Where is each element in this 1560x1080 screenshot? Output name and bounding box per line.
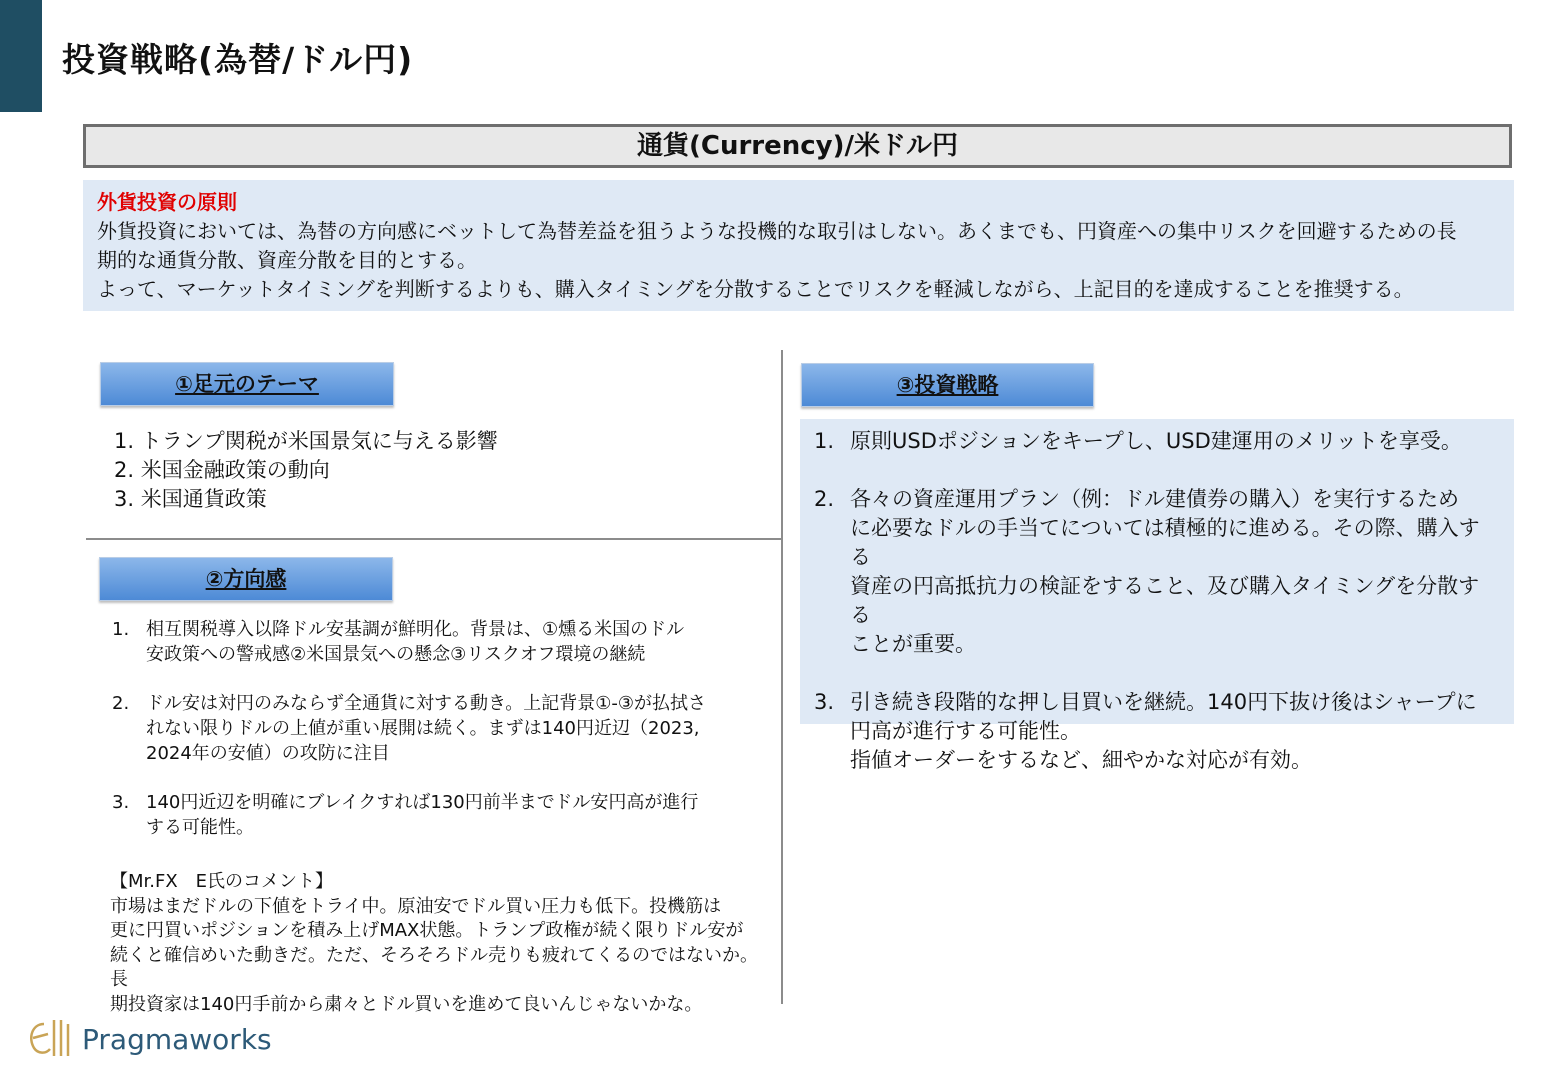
comment-line: 期投資家は140円手前から粛々とドル買いを進めて良いんじゃないかな。 <box>110 993 703 1015</box>
strategy-list <box>814 427 1500 775</box>
strategy-box <box>800 419 1514 772</box>
company-logo <box>24 1016 272 1062</box>
strategy-label: ③投資戦略 <box>801 363 1094 407</box>
list-item: 1. 原則USDポジションをキープし、USD建運用のメリットを享受。 <box>814 429 1462 453</box>
direction-label: ②方向感 <box>99 557 393 601</box>
principle-line: 期的な通貨分散、資産分散を目的とする。 <box>97 248 477 272</box>
pragmaworks-logo-icon <box>24 1016 72 1062</box>
comment-line: 更に円買いポジションを積み上げMAX状態。トランプ政権が続く限りドル安が <box>110 920 744 941</box>
themes-list <box>114 427 498 514</box>
comment-header: 【Mr.FX E氏のコメント】 <box>110 871 334 892</box>
list-item: 2. 米国金融政策の動向 <box>114 458 330 482</box>
list-item: 1. 相互関税導入以降ドル安基調が鮮明化。背景は、①燻る米国のドル 安政策への警戒感②米国景気への懸念③リスクオフ環境の継続 <box>112 619 685 665</box>
section-header: 通貨(Currency)/米ドル円 <box>83 124 1512 168</box>
expert-comment <box>110 870 760 1017</box>
logo-text: Pragmaworks <box>82 1022 272 1056</box>
list-item: 2. 各々の資産運用プラン（例：ドル建債券の購入）を実行するため に必要なドルの手当てについては積極的に進める。その際、購入する 資産の円高抵抗力の検証をすること、及び購入タイミングを分散する ことが重要。 <box>814 487 1480 656</box>
list-item: 3. 米国通貨政策 <box>114 487 267 511</box>
list-item: 3. 引き続き段階的な押し目買いを継続。140円下抜け後はシャープに 円高が進行する可能性。 指値オーダーをするなど、細やかな対応が有効。 <box>814 690 1477 772</box>
list-item: 3. 140円近辺を明確にブレイクすれば130円前半までドル安円高が進行 する可能性。 <box>112 792 699 838</box>
list-item: 1. トランプ関税が米国景気に与える影響 <box>114 429 498 453</box>
principle-title: 外貨投資の原則 <box>97 190 237 214</box>
column-divider <box>781 350 783 1004</box>
principle-line: よって、マーケットタイミングを判断するよりも、購入タイミングを分散することでリスクを軽減しながら、上記目的を達成することを推奨する。 <box>97 277 1414 301</box>
themes-label: ①足元のテーマ <box>100 362 394 406</box>
principle-line: 外貨投資においては、為替の方向感にベットして為替差益を狙うような投機的な取引はしない。あくまでも、円資産への集中リスクを回避するための長 <box>97 219 1457 243</box>
title-accent-bar <box>0 0 42 112</box>
direction-list <box>112 617 752 864</box>
page-title: 投資戦略(為替/ドル円) <box>62 40 414 79</box>
principle-box <box>83 180 1514 311</box>
list-item: 2. ドル安は対円のみならず全通貨に対する動き。上記背景①-③が払拭さ れない限りドルの上値が重い展開は続く。まずは140円近辺（2023, 2024年の安値）の攻防に注目 <box>112 693 707 764</box>
section-divider <box>86 538 783 540</box>
comment-line: 市場はまだドルの下値をトライ中。原油安でドル買い圧力も低下。投機筋は <box>110 895 722 917</box>
comment-line: 続くと確信めいた動きだ。ただ、そろそろドル売りも疲れてくるのではないか。長 <box>110 944 758 990</box>
